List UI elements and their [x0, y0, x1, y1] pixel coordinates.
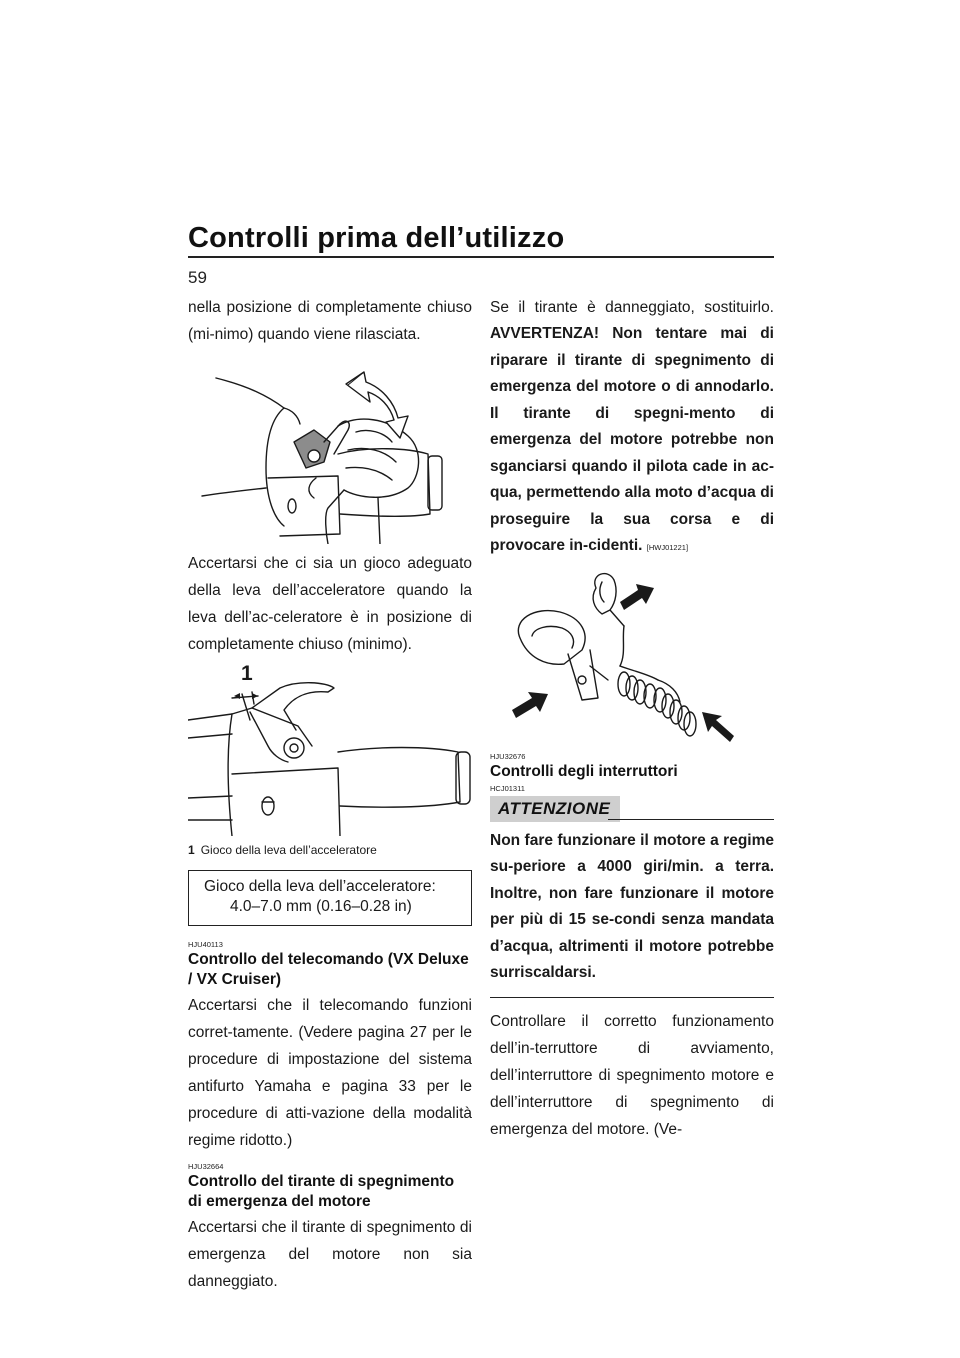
title-rule: [188, 256, 774, 258]
intro-paragraph: nella posizione di completamente chiuso (mi-nimo) quando viene rilasciata.: [188, 299, 472, 343]
spec-value: 4.0–7.0 mm (0.16–0.28 in): [230, 898, 412, 915]
spec-label: Gioco della leva dell’acceleratore:: [204, 878, 436, 895]
warning-paragraph: [490, 321, 774, 562]
attention-text: Non fare funzionare il motore a regime su-periore a 4000 giri/min. a terra. Inoltre, non fare funzionare il motore per più di 15 se-condi senza mandata d’acqua, altrimenti il motore potrebbe surriscaldarsi.: [490, 831, 774, 981]
section-title: Controllo del telecomando (VX Deluxe / VX Cruiser): [188, 951, 469, 988]
warning-code: [HWJ01221]: [646, 543, 689, 552]
throttle-lever-play-illustration: [188, 668, 472, 836]
section-title: Controllo del tirante di spegnimento di emergenza del motore: [188, 1173, 455, 1210]
attention-code: HCJ01311: [490, 783, 525, 793]
section-remote-control: [188, 940, 472, 1154]
caption-text: Gioco della leva dell’acceleratore: [200, 843, 377, 857]
figure-caption: [188, 842, 472, 858]
throttle-lever-release-illustration: [188, 358, 472, 544]
attention-rule: [608, 819, 774, 820]
section-code: HJU32676: [490, 751, 526, 761]
attention-notice: [490, 784, 774, 998]
attention-label: ATTENZIONE: [490, 796, 620, 822]
replace-paragraph: Se il tirante è danneggiato, sostituirlo.: [490, 299, 774, 316]
caption-number: 1: [188, 843, 195, 857]
switches-paragraph: Controllare il corretto funzionamento dell’in-terruttore di avviamento, dell’interruttore di spegnimento motore e dell’interruttore di spegnimento di emergenza del motore. (Ve-: [490, 1012, 774, 1138]
right-column: [490, 294, 774, 1143]
section-text: Accertarsi che il tirante di spegnimento di emergenza del motore non sia danneggiato.: [188, 1219, 472, 1290]
throttle-lever-play-figure: [188, 662, 472, 836]
page-title: Controlli prima dell’utilizzo: [188, 222, 565, 254]
section-code: HJU32664: [188, 1162, 224, 1171]
engine-shutoff-cord-illustration: [490, 570, 774, 750]
left-column: [188, 294, 472, 1295]
spec-box: [188, 870, 472, 926]
section-switches: [490, 752, 774, 782]
section-code: HJU40113: [188, 940, 223, 949]
page-number: 59: [188, 268, 207, 287]
check-play-paragraph: Accertarsi che ci sia un gioco adeguato della leva dell’acceleratore quando la leva dell’ac-celeratore è in posizione di completamente chiuso (minimo).: [188, 555, 472, 653]
section-text: Accertarsi che il telecomando funzioni corret-tamente. (Vedere pagina 27 per le procedure di impostazione del sistema antifurto Yamaha e pagina 33 per le procedure di atti-vazione della modalità regime ridotto.): [188, 997, 472, 1149]
section-title: Controlli degli interruttori: [490, 762, 678, 780]
attention-bottom-rule: [490, 997, 774, 998]
movement-arrow-icon: [346, 372, 408, 438]
figure-callout-1: 1: [241, 662, 253, 685]
warning-text: AVVERTENZA! Non tentare mai di riparare il tirante di spegnimento di emergenza del motore o di annodarlo. Il tirante di spegni-mento di emergenza del motore potrebbe non sganciarsi quando il pilota cade in ac-qua, permettendo alla moto d’acqua di proseguire la sua corsa e di provocare in-cidenti.: [490, 325, 774, 554]
attention-header: [490, 796, 774, 822]
section-engine-shutoff-cord: [188, 1162, 472, 1295]
